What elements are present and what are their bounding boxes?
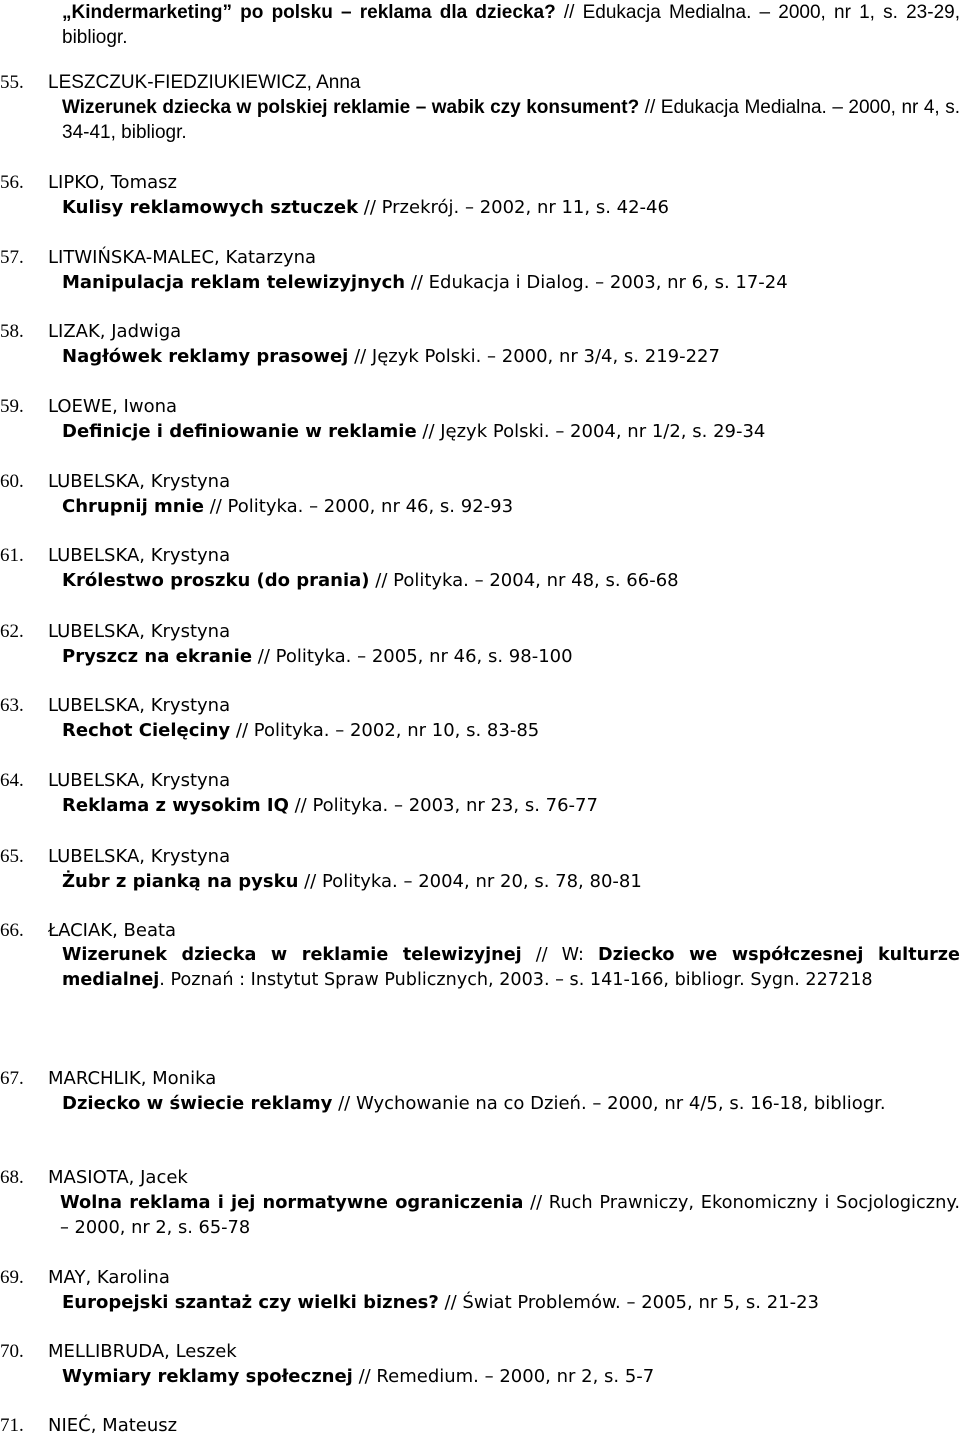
entry-text [62, 419, 960, 444]
entry-text [62, 793, 960, 818]
entry-number: 55. [0, 72, 24, 93]
entry-source: // Polityka. – 2003, nr 23, s. 76-77 [288, 795, 598, 816]
entry-number: 65. [0, 846, 24, 867]
entry-source: // Język Polski. – 2000, nr 3/4, s. 219-227 [348, 346, 720, 367]
entry-number: 67. [0, 1068, 24, 1089]
entry-connector: // W: [521, 945, 598, 965]
entry-author: MELLIBRUDA, Leszek [48, 1341, 237, 1362]
entry-author: LIZAK, Jadwiga [48, 321, 182, 342]
entry-source: // Polityka. – 2004, nr 48, s. 66-68 [369, 570, 679, 591]
entry-number: 71. [0, 1415, 24, 1436]
entry-number: 57. [0, 247, 24, 268]
entry-author: LITWIŃSKA-MALEC, Katarzyna [48, 247, 317, 268]
entry-number: 58. [0, 321, 24, 342]
entry-number: 59. [0, 396, 24, 417]
entry-title: Definicje i definiowanie w reklamie [62, 421, 417, 442]
entry-author: ŁACIAK, Beata [48, 920, 177, 941]
entry-source: // Polityka. – 2004, nr 20, s. 78, 80-81 [298, 871, 642, 892]
entry-title: Pryszcz na ekranie [62, 646, 253, 667]
entry-title: Wizerunek dziecka w reklamie telewizyjnej [62, 945, 522, 965]
entry-author: LUBELSKA, Krystyna [48, 545, 231, 566]
entry-book-title: Dziecko we współczesnej kulturze medialnej [62, 945, 960, 990]
entry-text [62, 568, 960, 593]
entry-text [62, 1290, 960, 1315]
entry-title: Wolna reklama i jej normatywne ograniczenia [60, 1192, 524, 1213]
entry-title: Europejski szantaż czy wielki biznes? [62, 1292, 439, 1313]
entry-text [62, 644, 960, 669]
entry-text [62, 195, 960, 220]
entry-author: MAY, Karolina [48, 1267, 170, 1288]
entry-text [62, 718, 960, 743]
entry-title: Żubr z pianką na pysku [62, 871, 299, 892]
entry-text [62, 1364, 960, 1389]
entry-source: // Język Polski. – 2004, nr 1/2, s. 29-34 [416, 421, 766, 442]
entry-title: Rechot Cielęciny [62, 720, 231, 741]
entry-number: 63. [0, 695, 24, 716]
entry-source: // Edukacja i Dialog. – 2003, nr 6, s. 17-24 [405, 272, 788, 293]
entry-text [60, 1190, 960, 1240]
entry-source: // Remedium. – 2000, nr 2, s. 5-7 [352, 1366, 655, 1387]
entry-title: Reklama z wysokim IQ [62, 795, 289, 816]
entry-text [62, 344, 960, 369]
entry-number: 61. [0, 545, 24, 566]
entry-title: Chrupnij mnie [62, 496, 204, 517]
entry-author: LESZCZUK-FIEDZIUKIEWICZ, Anna [48, 72, 361, 93]
entry-text [62, 494, 960, 519]
entry-number: 69. [0, 1267, 24, 1288]
entry-author: MARCHLIK, Monika [48, 1068, 217, 1089]
entry-author: NIEĆ, Mateusz [48, 1415, 178, 1436]
entry-title: Nagłówek reklamy prasowej [62, 346, 349, 367]
entry-source: // Wychowanie na co Dzień. – 2000, nr 4/5, s. 16-18, bibliogr. [332, 1093, 886, 1114]
entry-number: 64. [0, 770, 24, 791]
entry-source: // Ruch Prawniczy, Ekonomiczny i Socjologiczny. – 2000, nr 2, s. 65-78 [60, 1192, 960, 1238]
entry-source: // Przekrój. – 2002, nr 11, s. 42-46 [358, 197, 669, 218]
entry-title: Dziecko w świecie reklamy [62, 1093, 333, 1114]
entry-title: Wymiary reklamy społecznej [62, 1366, 353, 1387]
entry-text [62, 95, 960, 145]
entry-source: // Polityka. – 2002, nr 10, s. 83-85 [230, 720, 540, 741]
entry-author: LIPKO, Tomasz [48, 172, 177, 193]
entry-text [62, 1091, 960, 1116]
entry-title: Manipulacja reklam telewizyjnych [62, 272, 406, 293]
entry-author: LUBELSKA, Krystyna [48, 471, 231, 492]
entry-author: LUBELSKA, Krystyna [48, 621, 231, 642]
entry-title: Kulisy reklamowych sztuczek [62, 197, 359, 218]
entry-title: Wizerunek dziecka w polskiej reklamie – wabik czy konsument? [62, 97, 640, 118]
entry-text [62, 869, 960, 894]
entry-source: // Polityka. – 2005, nr 46, s. 98-100 [252, 646, 573, 667]
entry-source: . Poznań : Instytut Spraw Publicznych, 2003. – s. 141-166, bibliogr. Sygn. 227218 [159, 970, 873, 990]
entry-title: „Kindermarketing” po polsku – reklama dla dziecka? [62, 2, 556, 23]
entry-author: LOEWE, Iwona [48, 396, 178, 417]
entry-author: MASIOTA, Jacek [48, 1167, 188, 1188]
entry-title: Królestwo proszku (do prania) [62, 570, 370, 591]
entry-author: LUBELSKA, Krystyna [48, 770, 231, 791]
entry-author: LUBELSKA, Krystyna [48, 846, 231, 867]
entry-number: 66. [0, 920, 24, 941]
entry-number: 60. [0, 471, 24, 492]
entry-source: // Edukacja Medialna. – 2000, nr 1, s. 23-29, bibliogr. [62, 2, 960, 48]
entry-number: 68. [0, 1167, 24, 1188]
entry-author: LUBELSKA, Krystyna [48, 695, 231, 716]
entry-source: // Edukacja Medialna. – 2000, nr 4, s. 34-41, bibliogr. [62, 97, 960, 143]
entry-text [62, 0, 960, 50]
entry-text [62, 943, 960, 993]
entry-source: // Świat Problemów. – 2005, nr 5, s. 21-23 [438, 1292, 819, 1313]
entry-source: // Polityka. – 2000, nr 46, s. 92-93 [203, 496, 514, 517]
entry-text [62, 270, 960, 295]
entry-number: 70. [0, 1341, 24, 1362]
entry-number: 62. [0, 621, 24, 642]
entry-number: 56. [0, 172, 24, 193]
